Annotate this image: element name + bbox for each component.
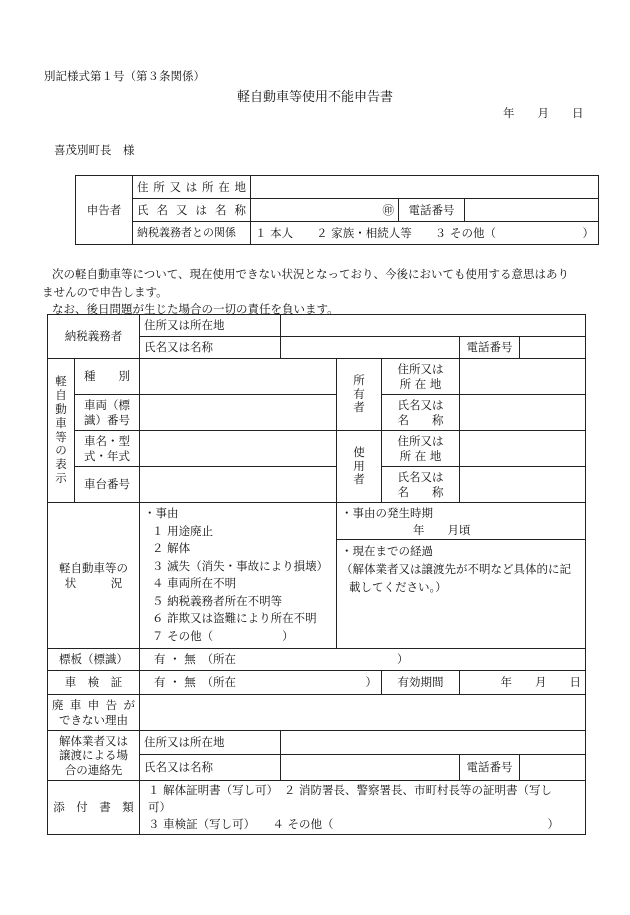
attachments-list[interactable]	[140, 781, 586, 835]
model-field[interactable]	[140, 431, 337, 467]
seal-mark: ㊞	[382, 202, 394, 217]
user-address-label: 住所又は 所 在 地	[382, 431, 460, 467]
inspection-value-text: 有 ・ 無 （所在	[154, 675, 237, 690]
vehicle-group-label: 軽 自 動 車 等 の 表 示	[48, 359, 75, 503]
taxpayer-name-field[interactable]	[281, 337, 460, 359]
reason-item[interactable]: ３ 滅失（消失・事故により損壊）	[152, 558, 329, 573]
plate-number-field[interactable]	[140, 395, 337, 431]
progress-note: （解体業者又は譲渡先が不明など具体的に記	[341, 562, 571, 576]
owner-label: 所 有 者	[337, 359, 382, 431]
contact-name-label: 氏名又は名称	[140, 755, 281, 781]
progress-section[interactable]	[337, 540, 585, 598]
plate-label: 標板（標識）	[48, 649, 140, 671]
owner-name-field[interactable]	[460, 395, 586, 431]
taxpayer-phone-field[interactable]	[520, 337, 586, 359]
taxpayer-address-label: 住所又は所在地	[140, 315, 281, 337]
statement-line-2: ませんので申告します。	[42, 285, 168, 299]
applicant-group-label: 申告者	[76, 176, 133, 245]
occurrence-section[interactable]	[337, 503, 585, 540]
relation-label: 納税義務者との関係	[133, 222, 251, 245]
main-table	[47, 314, 586, 835]
contact-label: 解体業者又は 譲渡による場 合の連絡先	[48, 731, 140, 781]
owner-address-label: 住所又は 所 在 地	[382, 359, 460, 395]
reason-item[interactable]: ５ 納税義務者所在不明等	[152, 593, 283, 608]
owner-name-label: 氏名又は 名 称	[382, 395, 460, 431]
situation-label: 軽自動車等の 状 況	[48, 503, 140, 649]
valid-period-label: 有効期間	[382, 671, 460, 695]
date-field[interactable]: 年 月 日	[503, 106, 584, 120]
applicant-phone-label: 電話番号	[399, 199, 465, 222]
reason-item[interactable]: １ 用途廃止	[152, 523, 214, 538]
plate-value[interactable]: 有 ・ 無 （所在 ）	[140, 649, 586, 671]
reason-header: ・事由	[144, 506, 179, 520]
relation-options-text: １ 本人 ２ 家族・相続人等 ３ その他（	[255, 225, 496, 240]
chassis-number-label: 車台番号	[75, 467, 140, 503]
occurrence-value[interactable]: 年 月頃	[413, 523, 471, 537]
reason-not-scrap-field[interactable]	[140, 695, 586, 731]
progress-note-2: 載してください。）	[349, 580, 447, 594]
reason-not-scrap-label: 廃車申告が できない理由	[48, 695, 140, 731]
progress-header: ・現在までの経過	[341, 544, 433, 558]
relation-options[interactable]	[251, 222, 599, 245]
model-label: 車名・型 式・年式	[75, 431, 140, 467]
user-name-field[interactable]	[460, 467, 586, 503]
taxpayer-label: 納税義務者	[48, 315, 140, 359]
attachment-line-3: ３ 車検証（写し可） ４ その他（ ）	[148, 817, 559, 831]
user-label: 使 用 者	[337, 431, 382, 503]
reason-item[interactable]: ４ 車両所在不明	[152, 576, 237, 590]
user-name-label: 氏名又は 名 称	[382, 467, 460, 503]
reason-item[interactable]: ２ 解体	[152, 541, 191, 555]
attachments-label: 添 付 書 類	[48, 781, 140, 835]
applicant-name-label: 氏名又は名称	[133, 199, 251, 222]
inspection-label: 車 検 証	[48, 671, 140, 695]
inspection-close: ）	[365, 675, 377, 690]
vehicle-type-label: 種 別	[75, 359, 140, 395]
applicant-name-field[interactable]	[251, 199, 399, 222]
attachment-line-1: １ 解体証明書（写し可） ２ 消防署長、警察署長、市町村長等の証明書（写し	[148, 783, 553, 797]
statement-line-1: 次の軽自動車等について、現在使用できない状況となっており、今後においても使用する意思はあり	[52, 267, 570, 281]
valid-period-value[interactable]: 年 月 日	[460, 671, 586, 695]
relation-close: ）	[582, 225, 594, 240]
taxpayer-phone-label: 電話番号	[460, 337, 520, 359]
applicant-address-label: 住所又は所在地	[133, 176, 251, 199]
taxpayer-name-label: 氏名又は名称	[140, 337, 281, 359]
situation-right	[337, 503, 586, 649]
contact-address-label: 住所又は所在地	[140, 731, 281, 755]
contact-phone-label: 電話番号	[460, 755, 520, 781]
attachment-line-2: 可）	[148, 800, 171, 814]
user-address-field[interactable]	[460, 431, 586, 467]
applicant-address-field[interactable]	[251, 176, 599, 199]
statement-line-3: なお、後日問題が生じた場合の一切の責任を負います。	[52, 302, 339, 316]
chassis-number-field[interactable]	[140, 467, 337, 503]
reason-item[interactable]: ７ その他（ ）	[152, 628, 294, 643]
plate-number-label: 車両（標 識）番号	[75, 395, 140, 431]
occurrence-header: ・事由の発生時期	[341, 506, 433, 520]
page-title: 軽自動車等使用不能申告書	[236, 90, 393, 105]
addressee: 喜茂別町長 様	[54, 143, 135, 157]
form-number: 別記様式第１号（第３条関係）	[44, 69, 205, 83]
owner-address-field[interactable]	[460, 359, 586, 395]
applicant-table	[75, 175, 599, 245]
taxpayer-address-field[interactable]	[281, 315, 586, 337]
inspection-value[interactable]	[140, 671, 382, 695]
reason-list[interactable]	[140, 503, 337, 649]
contact-phone-field[interactable]	[520, 755, 586, 781]
contact-name-field[interactable]	[281, 755, 460, 781]
vehicle-type-field[interactable]	[140, 359, 337, 395]
contact-address-field[interactable]	[281, 731, 586, 755]
applicant-phone-field[interactable]	[465, 199, 599, 222]
reason-item[interactable]: ６ 詐欺又は盗難により所在不明	[152, 611, 317, 625]
